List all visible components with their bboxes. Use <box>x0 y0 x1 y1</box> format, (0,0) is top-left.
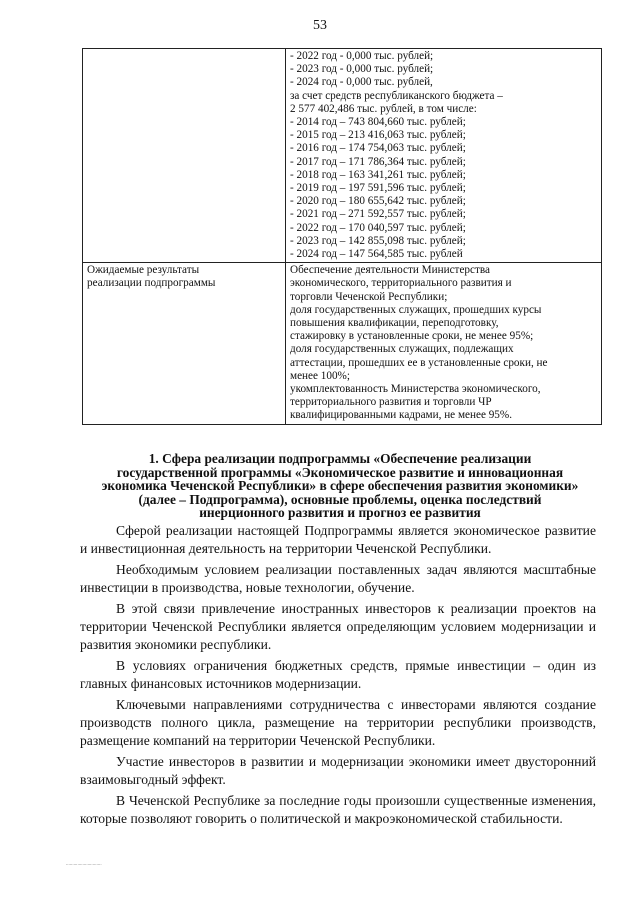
heading-line: государственной программы «Экономическое развитие и инновационная <box>116 464 564 480</box>
result-line: аттестации, прошедших ее в установленные сроки, не <box>290 356 548 369</box>
paragraph: В Чеченской Республике за последние годы произошли существенные изменения, которые позволяют говорить о политической и макроэкономической стабильности. <box>80 793 596 826</box>
result-line: доля государственных служащих, прошедших курсы <box>290 303 542 316</box>
funding-line: 2 577 402,486 тыс. рублей, в том числе: <box>290 102 477 115</box>
result-line: экономического, территориального развития и <box>290 277 512 290</box>
label-line: Ожидаемые результаты <box>87 264 200 277</box>
funding-line: - 2017 год – 171 786,364 тыс. рублей; <box>290 155 466 168</box>
funding-line: - 2016 год – 174 754,063 тыс. рублей; <box>290 142 466 155</box>
footer-file-path: ···························· <box>66 862 102 867</box>
result-line: Обеспечение деятельности Министерства <box>290 264 490 277</box>
paragraph: Ключевыми направлениями сотрудничества с инвесторами являются создание производств полного цикла, размещение на территории республики производств, размещение компаний на территории Чеченской Республики. <box>80 697 596 748</box>
passport-table <box>82 48 602 425</box>
result-line: повышения квалификации, переподготовку, <box>290 317 499 330</box>
funding-line: - 2023 год - 0,000 тыс. рублей; <box>290 63 434 76</box>
result-line: стажировку в установленные сроки, не менее 95%; <box>290 330 534 343</box>
page-number: 53 <box>313 18 327 33</box>
funding-line: - 2021 год – 271 592,557 тыс. рублей; <box>290 208 466 221</box>
funding-line: за счет средств республиканского бюджета – <box>290 89 503 102</box>
table-row <box>83 263 602 424</box>
funding-line: - 2023 год – 142 855,098 тыс. рублей; <box>290 234 466 247</box>
section-heading <box>80 452 600 520</box>
table-row <box>83 49 602 263</box>
paragraph: В условиях ограничения бюджетных средств, прямые инвестиции – один из главных финансовых источников модернизации. <box>80 658 596 691</box>
funding-line: - 2022 год – 170 040,597 тыс. рублей; <box>290 221 466 234</box>
paragraph: В этой связи привлечение иностранных инвесторов к реализации проектов на территории Чеченской Республики является определяющим условием модернизации и развития экономики республики. <box>80 601 596 652</box>
paragraph: Сферой реализации настоящей Подпрограммы является экономическое развитие и инвестиционная деятельность на территории Чеченской Республики. <box>80 523 596 556</box>
funding-line: - 2019 год – 197 591,596 тыс. рублей; <box>290 182 466 195</box>
result-line: территориального развития и торговли ЧР <box>290 396 492 409</box>
heading-line: экономика Чеченской Республики» в сфере обеспечения развития экономики» <box>101 478 579 494</box>
table-cell-label <box>83 263 286 424</box>
table-cell-results <box>286 263 602 424</box>
funding-line: - 2015 год – 213 416,063 тыс. рублей; <box>290 129 466 142</box>
table-cell-label <box>83 49 286 263</box>
funding-line: - 2024 год - 0,000 тыс. рублей, <box>290 76 433 89</box>
table-cell-funding <box>286 49 602 263</box>
result-line: доля государственных служащих, подлежащих <box>290 343 514 356</box>
paragraph: Участие инвесторов в развитии и модернизации экономики имеет двусторонний взаимовыгодный эффект. <box>80 754 596 787</box>
result-line: квалифицированными кадрами, не менее 95%. <box>290 409 513 422</box>
heading-line: (далее – Подпрограмма), основные проблемы, оценка последствий <box>138 491 542 507</box>
body-text <box>80 522 596 832</box>
heading-line: 1. Сфера реализации подпрограммы «Обеспечение реализации <box>148 451 532 466</box>
result-line: менее 100%; <box>290 369 350 382</box>
paragraph: Необходимым условием реализации поставленных задач являются масштабные инвестиции в производства, новые технологии, обучение. <box>80 562 596 595</box>
result-line: укомплектованность Министерства экономического, <box>290 383 541 396</box>
label-line: реализации подпрограммы <box>87 277 216 290</box>
funding-line: - 2022 год - 0,000 тыс. рублей; <box>290 50 434 62</box>
funding-line: - 2020 год – 180 655,642 тыс. рублей; <box>290 195 466 208</box>
heading-line: инерционного развития и прогноз ее развития <box>199 505 481 521</box>
funding-line: - 2018 год – 163 341,261 тыс. рублей; <box>290 168 466 181</box>
funding-line: - 2014 год – 743 804,660 тыс. рублей; <box>290 116 466 129</box>
result-line: торговли Чеченской Республики; <box>290 290 448 303</box>
funding-line: - 2024 год – 147 564,585 тыс. рублей <box>290 248 463 261</box>
